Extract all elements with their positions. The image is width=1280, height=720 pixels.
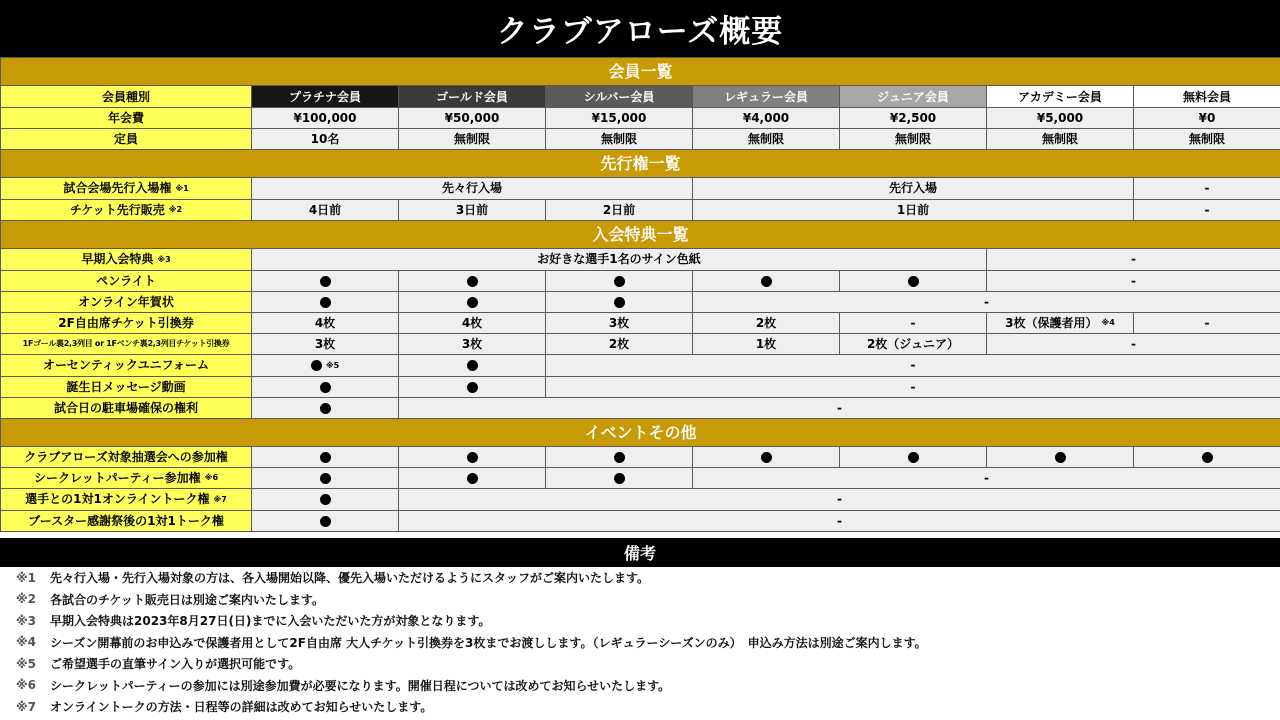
- row-label: 誕生日メッセージ動画: [1, 376, 252, 397]
- presale-cell: 2日前: [546, 199, 693, 221]
- check-dot-icon: [614, 297, 625, 308]
- row-label: [1, 249, 252, 271]
- ticket-count-cell: 2枚: [693, 312, 840, 334]
- fee-row: [1, 108, 1280, 129]
- page-title: クラブアローズ概要: [0, 0, 1280, 57]
- early-bonus-row: [1, 249, 1280, 271]
- check-dot-icon: [311, 360, 322, 371]
- check-dot-icon: [1202, 452, 1213, 463]
- na-cell: -: [987, 270, 1280, 291]
- check-dot-icon: [908, 452, 919, 463]
- row-label: オーセンティックユニフォーム: [1, 355, 252, 377]
- remark-text: 各試合のチケット販売日は別途ご案内いたします。: [50, 592, 324, 607]
- na-cell: -: [693, 467, 1280, 489]
- section-members: 会員一覧: [1, 58, 1280, 86]
- remark-item: [0, 696, 1280, 718]
- presale-cell: -: [1134, 199, 1280, 221]
- online-talk-row: [1, 489, 1280, 511]
- birthday-video-row: [1, 376, 1280, 397]
- section-events: イベントその他: [1, 418, 1280, 446]
- early-bonus-cell: お好きな選手1名のサイン色紙: [252, 249, 987, 271]
- ticket-count-cell: [987, 312, 1134, 334]
- tier-regular: レギュラー会員: [693, 86, 840, 108]
- capacity-cell: 無制限: [840, 129, 987, 150]
- tier-academy: アカデミー会員: [987, 86, 1134, 108]
- na-cell: -: [987, 334, 1280, 355]
- ticket-count-text: 3枚（保護者用）: [1005, 315, 1098, 330]
- remark-text: ご希望選手の直筆サイン入りが選択可能です。: [50, 657, 301, 672]
- check-dot-icon: [908, 276, 919, 287]
- remark-item: [0, 610, 1280, 632]
- check-dot-icon: [467, 297, 478, 308]
- remark-number: ※5: [15, 656, 36, 671]
- fee-cell: ¥0: [1134, 108, 1280, 129]
- check-dot-icon: [1055, 452, 1066, 463]
- tier-gold: ゴールド会員: [399, 86, 546, 108]
- presale-cell: 1日前: [693, 199, 1134, 221]
- early-bonus-cell: -: [987, 249, 1280, 271]
- footnote-mark: ※6: [204, 473, 219, 482]
- booster-talk-row: [1, 510, 1280, 531]
- ticket-count-cell: 1枚: [693, 334, 840, 355]
- fee-cell: ¥15,000: [546, 108, 693, 129]
- ticket-count-cell: 2枚: [546, 334, 693, 355]
- row-label: 2F自由席チケット引換券: [1, 312, 252, 334]
- ticket-count-cell: 3枚: [252, 334, 399, 355]
- na-cell: -: [546, 376, 1280, 397]
- row-label: 定員: [1, 129, 252, 150]
- check-dot-icon: [467, 382, 478, 393]
- footnote-mark: ※7: [213, 494, 227, 504]
- remark-item: [0, 567, 1280, 589]
- membership-table: [0, 57, 1280, 532]
- remark-item: [0, 675, 1280, 697]
- remark-item: [0, 589, 1280, 611]
- presale-cell: 4日前: [252, 199, 399, 221]
- free-seat-ticket-row: [1, 312, 1280, 334]
- label-text: 試合会場先行入場権: [63, 181, 172, 195]
- na-cell: -: [399, 510, 1280, 531]
- presale-cell: 3日前: [399, 199, 546, 221]
- penlight-row: [1, 270, 1280, 291]
- remark-item: [0, 653, 1280, 675]
- check-dot-icon: [320, 382, 331, 393]
- goal-back-ticket-row: [1, 334, 1280, 355]
- capacity-row: [1, 129, 1280, 150]
- row-label: 試合日の駐車場確保の権利: [1, 397, 252, 418]
- entry-cell: 先行入場: [693, 178, 1134, 200]
- label-text: 選手との1対1オンライントーク権: [25, 492, 210, 506]
- capacity-cell: 無制限: [987, 129, 1134, 150]
- capacity-cell: 無制限: [399, 129, 546, 150]
- ticket-presale-row: [1, 199, 1280, 221]
- remarks-list: [0, 567, 1280, 718]
- row-label: 1Fゴール裏2,3列目 or 1Fベンチ裏2,3列目チケット引換券: [1, 334, 252, 355]
- row-label: ブースター感謝祭後の1対1トーク権: [1, 510, 252, 531]
- remark-text: 早期入会特典は2023年8月27日(日)までに入会いただいた方が対象となります。: [50, 614, 491, 629]
- new-year-card-row: [1, 291, 1280, 312]
- remark-number: ※4: [15, 635, 36, 650]
- fee-cell: ¥100,000: [252, 108, 399, 129]
- remark-text: 先々行入場・先行入場対象の方は、各入場開始以降、優先入場いただけるようにスタッフがご案内いたします。: [50, 571, 650, 586]
- ticket-count-cell: -: [1134, 312, 1280, 334]
- check-dot-icon: [467, 360, 478, 371]
- remark-number: ※2: [15, 592, 36, 607]
- remark-number: ※7: [15, 699, 36, 714]
- row-label: クラブアローズ対象抽選会への参加権: [1, 446, 252, 467]
- tier-junior: ジュニア会員: [840, 86, 987, 108]
- ticket-count-cell: 4枚: [399, 312, 546, 334]
- check-dot-icon: [320, 297, 331, 308]
- na-cell: -: [399, 489, 1280, 511]
- secret-party-row: [1, 467, 1280, 489]
- check-dot-icon: [467, 276, 478, 287]
- section-remarks: 備考: [0, 538, 1280, 567]
- remark-number: ※1: [15, 570, 36, 585]
- fee-cell: ¥50,000: [399, 108, 546, 129]
- ticket-count-cell: 2枚（ジュニア）: [840, 334, 987, 355]
- remark-text: オンライントークの方法・日程等の詳細は改めてお知らせいたします。: [50, 700, 433, 715]
- ticket-count-cell: 3枚: [546, 312, 693, 334]
- entry-cell: -: [1134, 178, 1280, 200]
- row-label: オンライン年賀状: [1, 291, 252, 312]
- uniform-row: [1, 355, 1280, 377]
- footnote-mark: ※1: [175, 183, 189, 193]
- fee-cell: ¥5,000: [987, 108, 1134, 129]
- section-priority: 先行権一覧: [1, 150, 1280, 178]
- capacity-cell: 無制限: [546, 129, 693, 150]
- parking-row: [1, 397, 1280, 418]
- tier-silver: シルバー会員: [546, 86, 693, 108]
- check-dot-icon: [320, 403, 331, 414]
- ticket-count-cell: 4枚: [252, 312, 399, 334]
- check-dot-icon: [761, 276, 772, 287]
- ticket-count-cell: 3枚: [399, 334, 546, 355]
- section-benefits: 入会特典一覧: [1, 221, 1280, 249]
- capacity-cell: 10名: [252, 129, 399, 150]
- fee-cell: ¥2,500: [840, 108, 987, 129]
- na-cell: -: [399, 397, 1280, 418]
- fee-cell: ¥4,000: [693, 108, 840, 129]
- capacity-cell: 無制限: [693, 129, 840, 150]
- remark-number: ※6: [15, 678, 36, 693]
- check-dot-icon: [614, 276, 625, 287]
- row-label: [1, 199, 252, 221]
- tier-platinum: プラチナ会員: [252, 86, 399, 108]
- row-label: ペンライト: [1, 270, 252, 291]
- row-label: [1, 467, 252, 489]
- tier-header-row: [1, 86, 1280, 108]
- na-cell: -: [546, 355, 1280, 377]
- check-dot-icon: [320, 494, 331, 505]
- row-label: [1, 178, 252, 200]
- check-dot-icon: [467, 452, 478, 463]
- label-text: チケット先行販売: [69, 202, 165, 217]
- na-cell: -: [693, 291, 1280, 312]
- footnote-mark: ※3: [157, 254, 171, 264]
- check-dot-icon: [320, 452, 331, 463]
- remark-text: シーズン開幕前のお申込みで保護者用として2F自由席 大人チケット引換券を3枚までお渡しします。（レギュラーシーズンのみ） 申込み方法は別途ご案内します。: [50, 635, 927, 650]
- capacity-cell: 無制限: [1134, 129, 1280, 150]
- check-dot-icon: [320, 276, 331, 287]
- entry-priority-row: [1, 178, 1280, 200]
- row-label: 年会費: [1, 108, 252, 129]
- footnote-mark: ※4: [1101, 318, 1115, 327]
- check-dot-icon: [467, 473, 478, 484]
- lottery-row: [1, 446, 1280, 467]
- check-dot-icon: [320, 473, 331, 484]
- label-text: シークレットパーティー参加権: [33, 470, 201, 485]
- check-dot-icon: [614, 473, 625, 484]
- remark-item: [0, 632, 1280, 654]
- footnote-mark: ※5: [325, 360, 340, 370]
- row-label: [1, 489, 252, 511]
- remark-number: ※3: [15, 613, 36, 628]
- footnote-mark: ※2: [168, 205, 183, 214]
- tier-free: 無料会員: [1134, 86, 1280, 108]
- row-label: 会員種別: [1, 86, 252, 108]
- check-dot-icon: [614, 452, 625, 463]
- check-dot-icon: [761, 452, 772, 463]
- ticket-count-cell: -: [840, 312, 987, 334]
- check-dot-icon: [320, 516, 331, 527]
- label-text: 早期入会特典: [81, 252, 154, 266]
- remark-text: シークレットパーティーの参加には別途参加費が必要になります。開催日程については改めてお知らせいたします。: [50, 678, 671, 693]
- entry-cell: 先々行入場: [252, 178, 693, 200]
